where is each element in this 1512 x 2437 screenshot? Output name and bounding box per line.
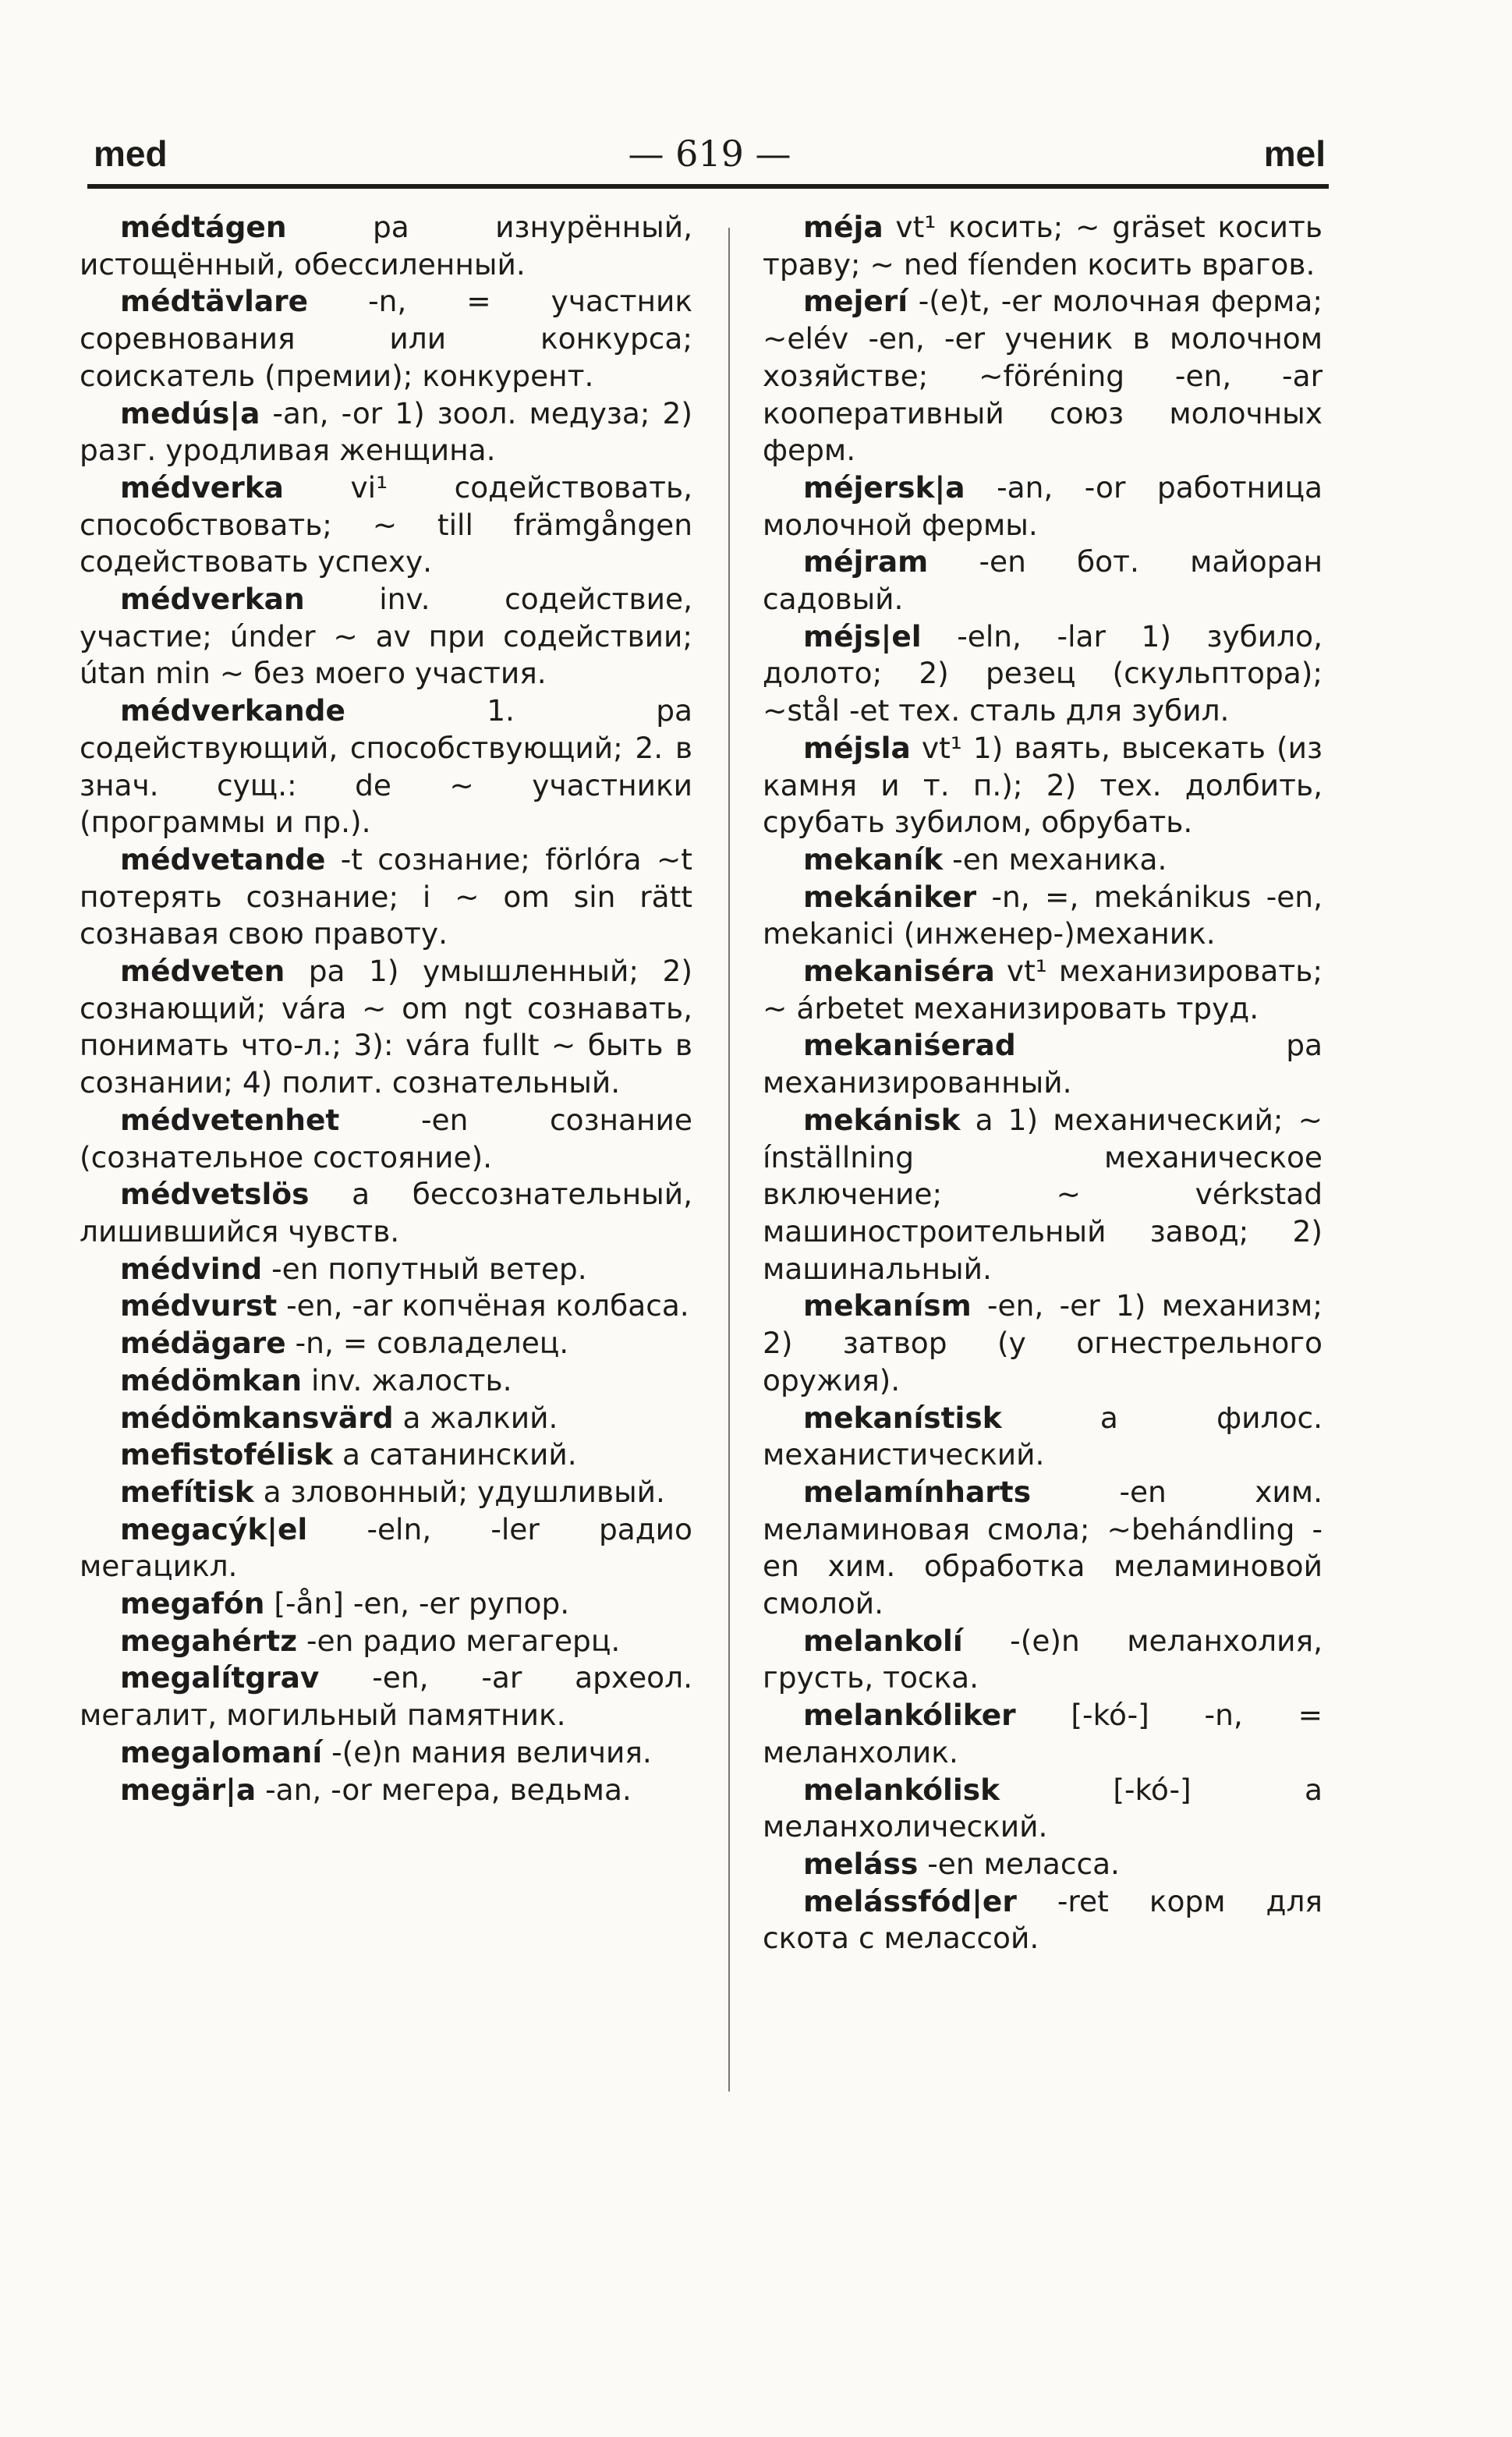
entry-definition: vt¹ косить; ~ gräset косить траву; ~ ned fíenden косить врагов. (763, 210, 1323, 282)
entry-headword: médvind (120, 1251, 263, 1286)
dictionary-entry (80, 1623, 692, 1660)
entry-headword: médtävlare (120, 284, 309, 319)
entry-definition: 1. ра содействующий, способствующий; 2. в знач. сущ.: de ~ участники (программы и пр.). (80, 693, 692, 840)
dictionary-entry (80, 209, 692, 283)
dictionary-entry (80, 1325, 692, 1362)
dictionary-entry (763, 1883, 1323, 1957)
entry-definition: -eln, -lar 1) зубило, долото; 2) резец (скульптора); ~stål -et тех. сталь для зубил. (763, 618, 1323, 728)
dictionary-entry (80, 692, 692, 841)
dictionary-entry (80, 1362, 692, 1400)
page-header (94, 133, 1326, 182)
dictionary-entry (763, 879, 1323, 953)
entry-definition: -(e)n меланхолия, грусть, тоска. (763, 1623, 1323, 1695)
dictionary-entry (80, 1288, 692, 1325)
entry-headword: mekanístisk (803, 1400, 1002, 1435)
dictionary-entry (763, 283, 1323, 469)
entry-definition: -en, -ar копчёная колбаса. (277, 1288, 689, 1323)
dictionary-entry (763, 1772, 1323, 1846)
dictionary-entry (80, 1585, 692, 1623)
dictionary-entry (763, 544, 1323, 618)
entry-headword: médverkan (120, 582, 305, 617)
dictionary-entry (763, 209, 1323, 283)
entry-headword: meláss (803, 1846, 919, 1881)
entry-definition: -t сознание; förlóra ~t потерять сознание; i ~ om sin rätt сознавая свою правоту. (80, 841, 692, 951)
header-left-guide-word: med (94, 133, 168, 174)
entry-headword: médvetenhet (120, 1102, 340, 1137)
dictionary-entry (763, 841, 1323, 879)
entry-definition: -an, -or 1) зоол. медуза; 2) разг. уродливая женщина. (80, 395, 692, 468)
entry-headword: médvetslös (120, 1177, 310, 1212)
entry-definition: а сатанинский. (333, 1437, 577, 1472)
entry-headword: megahértz (120, 1623, 298, 1658)
entry-headword: melankólisk (803, 1772, 1000, 1807)
entry-definition: -en механика. (943, 841, 1167, 877)
dictionary-entry (80, 283, 692, 395)
entry-definition: а зловонный; удушливый. (253, 1474, 665, 1509)
entry-definition: -an, -or работница молочной фермы. (763, 469, 1323, 542)
entry-definition: -an, -or мегера, ведьма. (256, 1772, 632, 1807)
entry-headword: melankolí (803, 1623, 963, 1658)
entry-headword: médverkande (120, 693, 345, 728)
entry-definition: а филос. механистический. (763, 1400, 1323, 1472)
entry-headword: megär|a (120, 1772, 257, 1807)
entry-headword: médveten (120, 954, 285, 989)
dictionary-entry (80, 1659, 692, 1734)
entry-headword: médtágen (120, 210, 287, 244)
entry-definition: ра изнурённый, истощённый, обессиленный. (80, 210, 692, 282)
dictionary-entry (763, 1623, 1323, 1697)
dictionary-entry (763, 730, 1323, 841)
dictionary-entry (763, 953, 1323, 1027)
entry-headword: melássfód|er (803, 1883, 1017, 1918)
entry-definition: vt¹ механизировать; ~ árbetet механизировать труд. (763, 954, 1323, 1025)
entry-definition: ра 1) умышленный; 2) сознающий; vára ~ om ngt сознавать, понимать что-л.; 3): vára fullt ~ быть в сознании; 4) полит. сознательный. (80, 954, 692, 1100)
page-number: — 619 — (628, 133, 791, 175)
dictionary-entry (763, 618, 1323, 730)
entry-headword: méjram (803, 544, 929, 579)
entry-headword: mekaniséra (803, 954, 995, 989)
entry-definition: -en, -er 1) механизм; 2) затвор (у огнестрельного оружия). (763, 1288, 1323, 1397)
entry-definition: vi¹ содействовать, способствовать; ~ till främgången содействовать успеху. (80, 469, 692, 579)
dictionary-entry (763, 1102, 1323, 1288)
entry-headword: médverka (120, 469, 284, 505)
entry-definition: -ret корм для скота с мелассой. (763, 1883, 1323, 1956)
entry-headword: mekaník (803, 841, 944, 877)
dictionary-entry (763, 469, 1323, 544)
entry-definition: -n, = совладелец. (285, 1326, 569, 1361)
entry-headword: médvetande (120, 841, 326, 877)
dictionary-entry (763, 1027, 1323, 1101)
entry-headword: médömkansvärd (120, 1400, 394, 1435)
entry-definition: -en сознание (сознательное состояние). (80, 1102, 692, 1174)
entry-definition: -en меласса. (918, 1846, 1120, 1881)
dictionary-entry (80, 841, 692, 953)
entry-headword: méjs|el (803, 618, 922, 654)
entry-headword: megalomaní (120, 1734, 323, 1769)
column-divider (728, 228, 730, 2092)
entry-headword: mefítisk (120, 1474, 254, 1509)
entry-headword: mejerí (803, 284, 908, 319)
entry-definition: -n, =, mekánikus -en, mekanici (инженер-)механик. (763, 879, 1323, 951)
entry-definition: -(e)n мания величия. (322, 1734, 652, 1769)
entry-headword: mekániker (803, 879, 977, 914)
dictionary-entry (80, 1102, 692, 1176)
entry-definition: -en бот. майоран садовый. (763, 544, 1323, 617)
dictionary-entry (80, 1251, 692, 1288)
entry-headword: médömkan (120, 1362, 303, 1397)
dictionary-entry (80, 1772, 692, 1809)
dictionary-entry (80, 469, 692, 581)
dictionary-entry (80, 1734, 692, 1772)
entry-headword: megacýk|el (120, 1511, 308, 1546)
dictionary-entry (80, 1511, 692, 1585)
entry-headword: médägare (120, 1326, 286, 1361)
entry-definition: [-kó-] -n, = меланхолик. (763, 1698, 1323, 1769)
entry-definition: inv. содействие, участие; únder ~ av при содействии; útan min ~ без моего участия. (80, 582, 692, 691)
entry-headword: méja (803, 210, 883, 244)
entry-definition: -en, -ar археол. мегалит, могильный памятник. (80, 1660, 692, 1733)
entry-headword: mekanísm (803, 1288, 972, 1323)
entry-definition: -en попутный ветер. (262, 1251, 587, 1286)
entry-definition: vt¹ 1) ваять, высекать (из камня и т. п.); 2) тех. долбить, срубать зубилом, обрубать. (763, 730, 1323, 840)
dictionary-entry (80, 1436, 692, 1474)
entry-headword: melamínharts (803, 1474, 1032, 1509)
entry-definition: [-ån] -en, -er рупор. (264, 1586, 570, 1621)
header-rule (87, 184, 1329, 189)
dictionary-entry (80, 1474, 692, 1511)
entry-definition: -n, = участник соревнования или конкурса; соискатель (премии); конкурент. (80, 284, 692, 393)
dictionary-entry (763, 1846, 1323, 1883)
dictionary-entry (80, 953, 692, 1102)
entry-definition: а 1) механический; ~ ínställning механическое включение; ~ vérkstad машиностроительный завод; 2) машинальный. (763, 1102, 1323, 1286)
entry-headword: melankóliker (803, 1698, 1016, 1733)
entry-definition: -en хим. меламиновая смола; ~behándling -en хим. обработка меламиновой смолой. (763, 1474, 1323, 1621)
entry-headword: megafón (120, 1586, 265, 1621)
entry-definition: -eln, -ler радио мегацикл. (80, 1511, 692, 1584)
entry-definition: а жалкий. (393, 1400, 558, 1435)
entry-definition: а бессознательный, лишившийся чувств. (80, 1177, 692, 1249)
entry-headword: méjersk|a (803, 469, 965, 505)
dictionary-entry (80, 1176, 692, 1250)
entry-definition: inv. жалость. (302, 1362, 512, 1397)
right-column (763, 209, 1323, 1957)
entry-headword: megalítgrav (120, 1660, 320, 1695)
entry-definition: [-kó-] а меланхолический. (763, 1772, 1323, 1844)
entry-headword: mekaniśerad (803, 1028, 1016, 1063)
entry-headword: mefistofélisk (120, 1437, 334, 1472)
entry-headword: mekánisk (803, 1102, 961, 1137)
dictionary-entry (80, 581, 692, 692)
left-column (80, 209, 692, 1808)
dictionary-entry (80, 1400, 692, 1437)
dictionary-entry (763, 1697, 1323, 1771)
entry-headword: médvurst (120, 1288, 278, 1323)
dictionary-entry (763, 1400, 1323, 1474)
entry-definition: -en радио мегагерц. (297, 1623, 621, 1658)
dictionary-entry (763, 1474, 1323, 1623)
entry-definition: ра механизированный. (763, 1028, 1323, 1100)
dictionary-entry (80, 395, 692, 469)
entry-headword: méjsla (803, 730, 911, 765)
header-right-guide-word: mel (1263, 133, 1326, 174)
entry-definition: -(e)t, -er молочная ферма; ~elév -en, -er ученик в молочном хозяйстве; ~föréning -en, -ar кооперативный союз молочных ферм. (763, 284, 1323, 468)
entry-headword: medús|a (120, 395, 260, 430)
dictionary-entry (763, 1288, 1323, 1399)
